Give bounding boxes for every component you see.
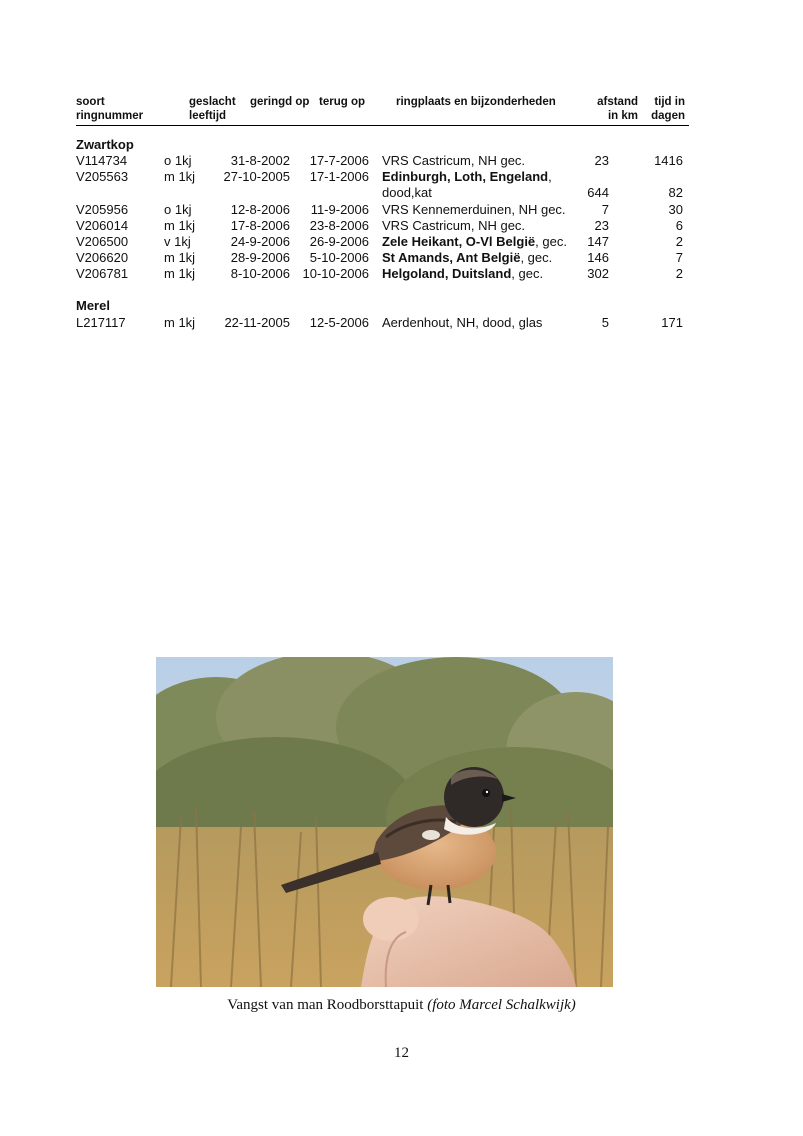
bird-photo xyxy=(156,657,613,987)
col-header-geringd-op: geringd op xyxy=(250,96,310,108)
distance-km: 23 xyxy=(594,153,609,168)
distance-km: 644 xyxy=(587,185,609,200)
distance-km: 147 xyxy=(587,234,609,249)
ringed-date: 24-9-2006 xyxy=(230,234,290,249)
recovered-date: 11-9-2006 xyxy=(310,202,369,217)
table-row-continuation xyxy=(0,185,803,201)
days: 2 xyxy=(675,234,683,249)
ring-number: V206620 xyxy=(76,250,129,265)
place: Edinburgh, Loth, Engeland, xyxy=(382,169,552,184)
ring-number: V206014 xyxy=(76,218,129,233)
table-row xyxy=(0,153,803,169)
days: 82 xyxy=(668,185,683,200)
sex-age: m 1kj xyxy=(164,169,196,184)
recovered-date: 23-8-2006 xyxy=(309,218,369,233)
recovered-date: 17-1-2006 xyxy=(309,169,369,184)
days: 171 xyxy=(661,315,683,330)
ringed-date: 31-8-2002 xyxy=(230,153,290,168)
distance-km: 5 xyxy=(601,315,609,330)
days: 1416 xyxy=(654,153,683,168)
place-line-2: dood,kat xyxy=(382,185,432,200)
table-row xyxy=(0,315,803,331)
photo-credit: (foto Marcel Schalkwijk) xyxy=(427,997,576,1013)
col-header-ringplaats: ringplaats en bijzonderheden xyxy=(396,96,556,108)
place: VRS Kennemerduinen, NH gec. xyxy=(382,202,566,217)
days: 2 xyxy=(675,266,683,281)
ring-number: V205563 xyxy=(76,169,129,184)
place: VRS Castricum, NH gec. xyxy=(382,153,526,168)
ring-number: V114734 xyxy=(76,153,128,168)
recovered-date: 12-5-2006 xyxy=(309,315,369,330)
table-row xyxy=(0,218,803,234)
place: Zele Heikant, O-Vl België, gec. xyxy=(382,234,567,249)
distance-km: 302 xyxy=(587,266,609,281)
photo-caption: Vangst van man Roodborsttapuit (foto Marcel Schalkwijk) xyxy=(227,997,576,1013)
table-row xyxy=(0,202,803,218)
place: Helgoland, Duitsland, gec. xyxy=(382,266,544,281)
col-header-geslacht: geslacht leeftijd xyxy=(189,96,236,122)
table-row xyxy=(0,169,803,185)
page-number: 12 xyxy=(394,1045,409,1061)
ringed-date: 27-10-2005 xyxy=(223,169,290,184)
distance-km: 146 xyxy=(587,250,609,265)
col-header-soort: soort ringnummer xyxy=(76,96,144,122)
ringed-date: 28-9-2006 xyxy=(230,250,290,265)
ring-number: V206500 xyxy=(76,234,129,249)
sex-age: m 1kj xyxy=(164,218,196,233)
distance-km: 23 xyxy=(594,218,609,233)
sex-age: m 1kj xyxy=(164,250,196,265)
days: 7 xyxy=(675,250,683,265)
section-title-zwartkop: Zwartkop xyxy=(76,137,134,152)
table-row xyxy=(0,234,803,250)
sex-age: m 1kj xyxy=(164,266,196,281)
days: 6 xyxy=(675,218,683,233)
distance-km: 7 xyxy=(601,202,609,217)
header-rule xyxy=(76,125,689,126)
col-header-afstand: afstand in km xyxy=(597,96,638,122)
recovered-date: 26-9-2006 xyxy=(309,234,369,249)
ringed-date: 17-8-2006 xyxy=(230,218,290,233)
col-header-tijd: tijd in dagen xyxy=(651,96,685,122)
ring-number: V205956 xyxy=(76,202,129,217)
recovered-date: 10-10-2006 xyxy=(302,266,369,281)
days: 30 xyxy=(668,202,683,217)
ring-number: L217117 xyxy=(76,315,126,330)
recovered-date: 5-10-2006 xyxy=(309,250,369,265)
col-header-terug-op: terug op xyxy=(319,96,365,108)
table-row xyxy=(0,266,803,282)
sex-age: m 1kj xyxy=(164,315,196,330)
place: Aerdenhout, NH, dood, glas xyxy=(382,315,543,330)
place: VRS Castricum, NH gec. xyxy=(382,218,526,233)
ringed-date: 22-11-2005 xyxy=(224,315,290,330)
table-row xyxy=(0,250,803,266)
sex-age: o 1kj xyxy=(164,153,192,168)
section-title-merel: Merel xyxy=(76,298,110,313)
recovered-date: 17-7-2006 xyxy=(309,153,369,168)
ringed-date: 12-8-2006 xyxy=(230,202,290,217)
place: St Amands, Ant België, gec. xyxy=(382,250,553,265)
sex-age: v 1kj xyxy=(164,234,191,249)
ringed-date: 8-10-2006 xyxy=(230,266,290,281)
ring-number: V206781 xyxy=(76,266,129,281)
sex-age: o 1kj xyxy=(164,202,192,217)
